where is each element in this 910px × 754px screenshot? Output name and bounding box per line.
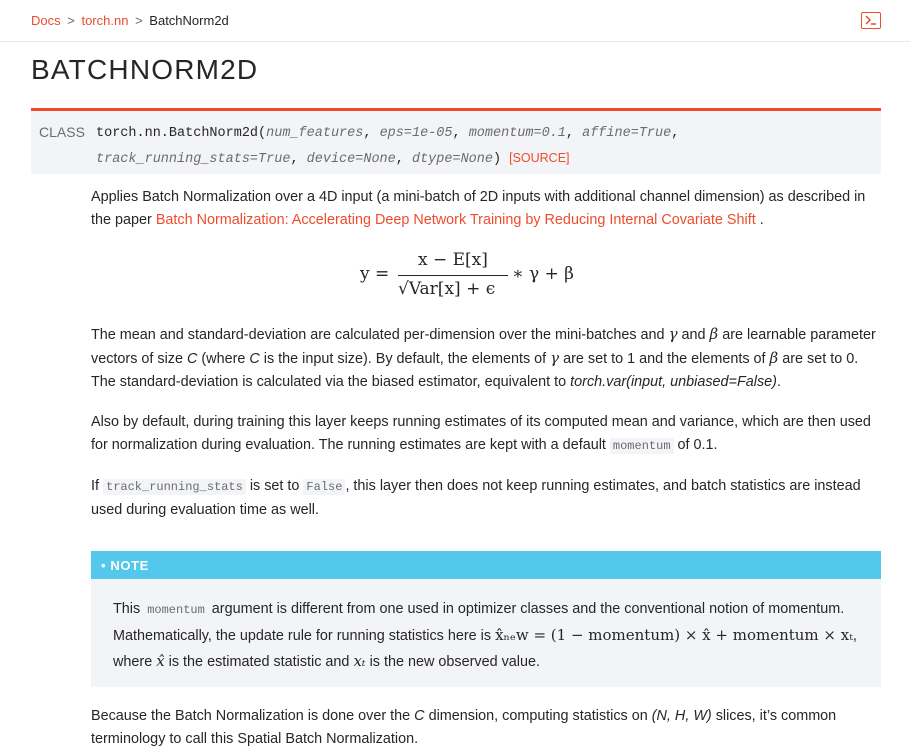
text: is the estimated statistic and xyxy=(164,654,354,670)
text: , where xyxy=(113,628,857,670)
breadcrumb-bar xyxy=(0,0,910,42)
beta-symbol: β xyxy=(709,325,719,343)
track-running-stats-paragraph xyxy=(91,475,881,522)
text: This xyxy=(113,601,145,617)
text: slices, it’s common terminology to call this Spatial Batch Normalization. xyxy=(91,708,837,747)
text: dimension, computing statistics on xyxy=(424,708,652,724)
running-estimates-paragraph xyxy=(91,411,881,458)
signature-param: eps=1e-05 xyxy=(379,126,453,141)
note-box xyxy=(91,579,881,687)
breadcrumb-separator: > xyxy=(135,13,143,28)
param-separator: , xyxy=(565,126,583,141)
paper-link[interactable]: Batch Normalization: Accelerating Deep Network Training by Reducing Internal Covariate Shift xyxy=(155,212,756,228)
page-title: BATCHNORM2D xyxy=(31,54,259,85)
text: The mean and standard-deviation are calculated per-dimension over the mini-batches and xyxy=(91,327,669,343)
param-separator: , xyxy=(671,126,680,141)
update-rule-formula: x̂ₙₑw = (1 − momentum) × x̂ + momentum × xₜ xyxy=(495,626,853,644)
text: are set to 0. The standard-deviation is calculated via the biased estimator, equivalent to xyxy=(91,351,859,390)
class-name: torch.nn.BatchNorm2d( xyxy=(96,126,267,141)
text: If xyxy=(91,478,103,494)
param-separator: , xyxy=(363,126,380,141)
run-in-shell-button[interactable] xyxy=(861,12,881,29)
breadcrumb-torch-nn-link[interactable]: torch.nn xyxy=(81,13,129,28)
c-symbol: C xyxy=(186,351,198,367)
note-header: • NOTE xyxy=(91,551,881,579)
breadcrumb-current: BatchNorm2d xyxy=(149,13,229,28)
xt-symbol: xₜ xyxy=(353,652,366,670)
c-symbol: C xyxy=(249,351,260,367)
text: , this layer then does not keep running estimates, and batch statistics are instead used during evaluation time as well. xyxy=(91,478,861,518)
signature-param: affine=True xyxy=(582,126,672,141)
signature-param: device=None xyxy=(306,152,396,167)
inline-code: momentum xyxy=(610,438,674,454)
batchnorm-equation xyxy=(360,248,590,304)
equation-lhs: y = xyxy=(360,264,390,284)
torch-var-reference: torch.var(input, unbiased=False) xyxy=(570,374,777,390)
inline-code: momentum xyxy=(144,602,208,618)
breadcrumb-separator: > xyxy=(67,13,75,28)
mean-std-paragraph xyxy=(91,323,881,394)
class-signature xyxy=(31,111,881,174)
source-link[interactable]: [SOURCE] xyxy=(509,151,570,165)
text: Also by default, during training this layer keeps running estimates of its computed mean and variance, which are then used for normalization during evaluation. The running estimates are kept with a default xyxy=(91,414,871,453)
text: is the input size). By default, the elements of xyxy=(259,351,551,367)
xhat-symbol: x̂ xyxy=(156,652,165,670)
intro-end: . xyxy=(755,212,764,228)
fraction-bar xyxy=(398,275,508,276)
spatial-paragraph xyxy=(91,705,881,751)
text: of 0.1. xyxy=(673,437,718,453)
signature-param: momentum=0.1 xyxy=(468,126,566,141)
beta-symbol: β xyxy=(769,349,779,367)
text: (where xyxy=(197,351,250,367)
breadcrumb-docs-link[interactable]: Docs xyxy=(31,13,61,28)
signature-text xyxy=(96,122,866,172)
note-text xyxy=(113,597,863,675)
signature-param: track_running_stats=True xyxy=(96,152,291,167)
equation-rest: ∗ γ + β xyxy=(512,264,574,284)
nhw-symbol: (N, H, W) xyxy=(651,708,712,724)
gamma-symbol: γ xyxy=(550,349,560,367)
text: Because the Batch Normalization is done over the xyxy=(91,708,415,724)
equation-numerator: x − E[x] xyxy=(418,250,488,270)
breadcrumb xyxy=(31,13,229,28)
text: is the new observed value. xyxy=(365,654,540,670)
equation-denominator: √Var[x] + ϵ xyxy=(398,279,496,299)
text: are set to 1 and the elements of xyxy=(559,351,770,367)
signature-param: dtype=None xyxy=(411,152,493,167)
intro-paragraph xyxy=(91,186,881,232)
param-separator: , xyxy=(395,152,412,167)
param-separator: , xyxy=(290,152,307,167)
gamma-symbol: γ xyxy=(668,325,678,343)
inline-code: False xyxy=(303,479,345,495)
text: . xyxy=(776,374,781,390)
text: are learnable parameter vectors of size xyxy=(91,327,876,367)
signature-param: num_features xyxy=(266,126,364,141)
c-symbol: C xyxy=(414,708,425,724)
text: is set to xyxy=(245,478,304,494)
text: argument is different from one used in optimizer classes and the conventional notion of momentum. Mathematically, the update rule for running statistics here is xyxy=(113,601,845,644)
inline-code: track_running_stats xyxy=(103,479,246,495)
class-label: CLASS xyxy=(39,124,85,140)
text: and xyxy=(677,327,710,343)
param-separator: , xyxy=(452,126,469,141)
intro-text: Applies Batch Normalization over a 4D input (a mini-batch of 2D inputs with additional channel dimension) as described in the paper xyxy=(91,189,866,228)
signature-close: ) xyxy=(492,152,502,167)
